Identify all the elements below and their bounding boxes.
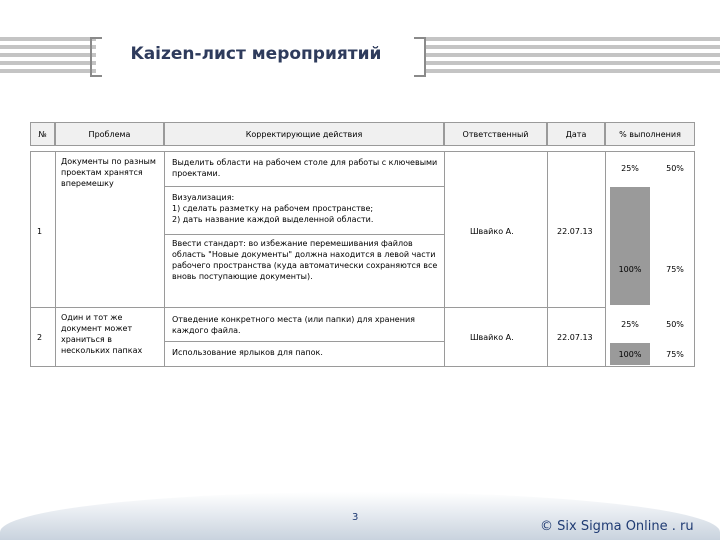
copyright-text: © Six Sigma Online . ru [540, 519, 694, 534]
row2-date: 22.07.13 [557, 333, 593, 342]
header-date: Дата [547, 122, 605, 146]
page-number: 3 [352, 512, 359, 523]
row1-problem: Документы по разным проектам хранятся вперемешку [61, 157, 156, 188]
header-actions: Корректирующие действия [164, 122, 444, 146]
action-divider [164, 186, 444, 187]
row-divider [30, 307, 605, 308]
header-stripes-right [424, 37, 720, 77]
title-bracket-right [414, 37, 426, 77]
col-divider [55, 151, 56, 367]
col-divider [164, 151, 165, 367]
header-percent: % выполнения [605, 122, 695, 146]
row2-percent-75: 75% [666, 350, 684, 359]
header-num: № [30, 122, 55, 146]
row2-action-2: Использование ярлыков для папок. [172, 348, 323, 357]
row2-action-1: Отведение конкретного места (или папки) для хранения каждого файла. [172, 315, 415, 335]
row1-action-2: Визуализация: 1) сделать разметку на рабочем пространстве; 2) дать название каждой выделенной области. [172, 193, 374, 224]
row2-percent-50: 50% [666, 320, 684, 329]
header-responsible: Ответственный [444, 122, 547, 146]
row1-num: 1 [37, 227, 43, 236]
row1-responsible: Швайко А. [470, 227, 514, 236]
row1-percent-100: 100% [618, 265, 642, 274]
row2-num: 2 [37, 333, 43, 342]
row1-date: 22.07.13 [557, 227, 593, 236]
row1-action-3: Ввести стандарт: во избежание перемешивания файлов область "Новые документы" должна находится в левой части рабочего пространства (куда автоматически сохраняются все вновь поступающие документы). [172, 239, 438, 281]
col-divider [444, 151, 445, 367]
row2-percent-100: 100% [618, 350, 642, 359]
action-divider [164, 234, 444, 235]
row2-responsible: Швайко А. [470, 333, 514, 342]
col-divider [605, 151, 606, 367]
row1-percent-75: 75% [666, 265, 684, 274]
row2-percent-25: 25% [621, 320, 639, 329]
header-stripes-left [0, 37, 96, 77]
row1-percent-50: 50% [666, 164, 684, 173]
row1-progress-fill [610, 187, 650, 305]
row1-action-1: Выделить области на рабочем столе для работы с ключевыми проектами. [172, 158, 438, 178]
row2-problem: Один и тот же документ может храниться в нескольких папках [61, 313, 143, 355]
action-divider [164, 341, 444, 342]
page-title: Kaizen-лист мероприятий [130, 44, 382, 64]
col-divider [547, 151, 548, 367]
header-problem: Проблема [55, 122, 164, 146]
row1-percent-25: 25% [621, 164, 639, 173]
